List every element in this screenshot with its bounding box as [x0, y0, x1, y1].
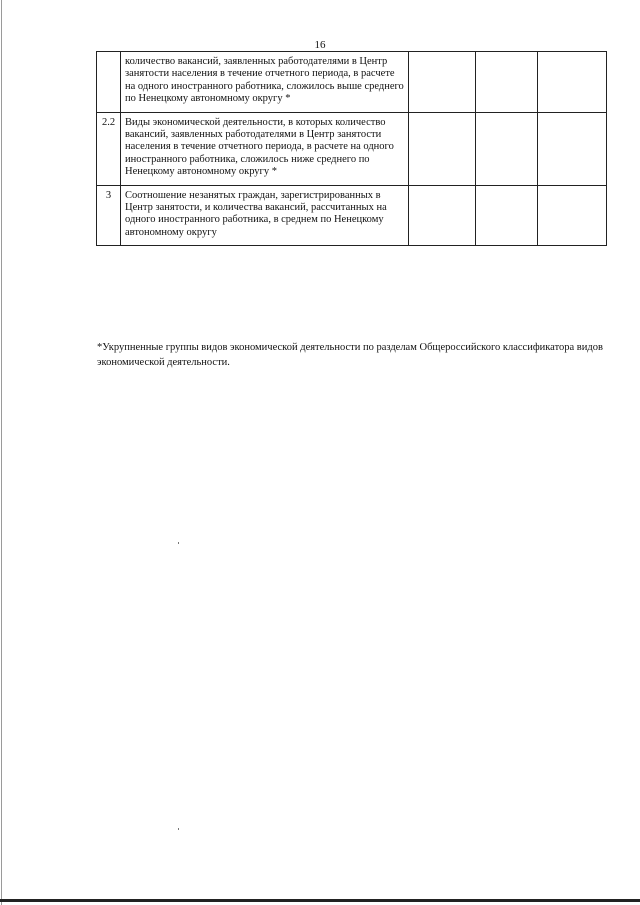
value-cell — [538, 112, 607, 185]
scan-edge-bottom — [0, 899, 640, 902]
footnote: *Укрупненные группы видов экономической деятельности по разделам Общероссийского классификатора видов экономической деятельности. — [97, 342, 603, 368]
value-cell — [409, 185, 476, 246]
value-cell — [476, 112, 538, 185]
table-row — [97, 52, 607, 113]
table-row — [97, 185, 607, 246]
value-cell — [409, 52, 476, 113]
row-number: 2.2 — [97, 112, 121, 185]
table-row — [97, 112, 607, 185]
page-number: 16 — [314, 39, 326, 51]
scan-edge-left — [1, 0, 2, 905]
value-cell — [476, 52, 538, 113]
value-cell — [476, 185, 538, 246]
scan-speck — [178, 542, 179, 544]
data-table — [96, 51, 607, 246]
row-number: 3 — [97, 185, 121, 246]
row-description: Соотношение незанятых граждан, зарегистрированных в Центр занятости, и количества вакансий, рассчитанных на одного иностранного работника, в среднем по Ненецкому автономному округу — [121, 185, 409, 246]
row-description: Виды экономической деятельности, в которых количество вакансий, заявленных работодателями в Центр занятости населения в течение отчетного периода, в расчете на одного иностранного работника, сложилось ниже среднего по Ненецкому автономному округу * — [121, 112, 409, 185]
row-number — [97, 52, 121, 113]
value-cell — [409, 112, 476, 185]
value-cell — [538, 185, 607, 246]
row-description: количество вакансий, заявленных работодателями в Центр занятости населения в течение отчетного периода, в расчете на одного иностранного работника, сложилось выше среднего по Ненецкому автономному округу * — [121, 52, 409, 113]
value-cell — [538, 52, 607, 113]
scan-speck — [178, 828, 179, 830]
